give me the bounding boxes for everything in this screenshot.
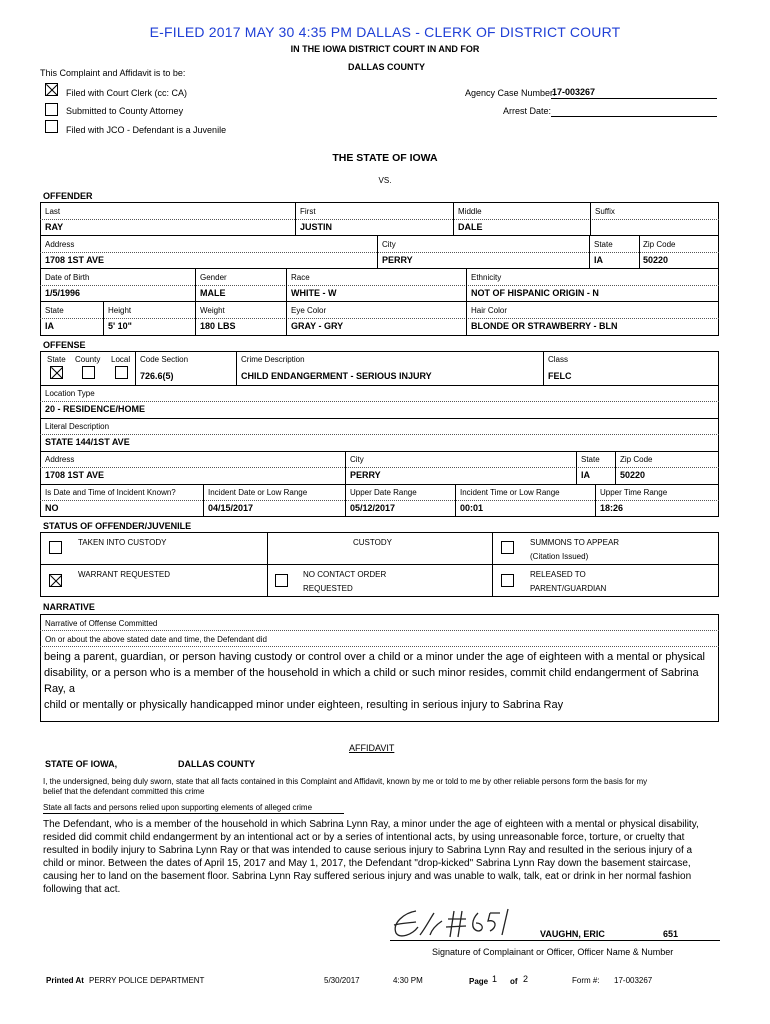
page-label: Page	[469, 977, 489, 986]
offender-first-label: First	[300, 207, 316, 216]
offense-address-label: Address	[45, 455, 75, 464]
filed-with-clerk-label: Filed with Court Clerk (cc: CA)	[66, 88, 188, 98]
narrative-line: child or mentally or physically handicapped minor under eighteen, resulting in serious injury to Sabrina Ray	[44, 699, 564, 711]
crime-description[interactable]: CHILD ENDANGERMENT - SERIOUS INJURY	[241, 371, 432, 381]
affidavit-state: STATE OF IOWA,	[45, 759, 118, 769]
facts-line: resulted in bodily injury to Sabrina Lynn Ray or that was intended to cause serious injury to Sabrina Lynn Ray and resulted in the serious injury of a	[43, 845, 693, 856]
submitted-attorney-label: Submitted to County Attorney	[66, 106, 184, 116]
taken-into-custody-label: TAKEN INTO CUSTODY	[78, 538, 167, 547]
upper-date[interactable]: 05/12/2017	[350, 503, 396, 513]
facts-text[interactable]	[43, 818, 733, 896]
printed-time: 4:30 PM	[393, 976, 423, 985]
offender-height-label: Height	[108, 306, 132, 315]
offender-hair[interactable]: BLONDE OR STRAWBERRY - BLN	[471, 321, 618, 331]
offender-dl-state[interactable]: IA	[45, 321, 54, 331]
county-heading: DALLAS COUNTY	[348, 62, 425, 72]
offense-address[interactable]: 1708 1ST AVE	[45, 470, 105, 480]
narrative-intro: On or about the above stated date and time, the Defendant did	[45, 635, 267, 644]
narrative-text[interactable]	[44, 649, 716, 713]
status-section-title: STATUS OF OFFENDER/JUVENILE	[43, 521, 192, 531]
agency-case-label: Agency Case Number:	[465, 88, 556, 98]
offender-dl-state-label: State	[45, 306, 64, 315]
facts-label: State all facts and persons relied upon supporting elements of alleged crime	[43, 803, 313, 812]
incident-known-label: Is Date and Time of Incident Known?	[45, 488, 176, 497]
warrant-requested-checkbox[interactable]	[49, 574, 62, 587]
summons-label: SUMMONS TO APPEAR	[530, 538, 620, 547]
facts-line: The Defendant, who is a member of the household in which Sabrina Lynn Ray, a minor under the age of eighteen with a mental or physical disability,	[43, 819, 699, 830]
literal-description-label: Literal Description	[45, 422, 110, 431]
offense-section-title: OFFENSE	[43, 340, 86, 350]
affidavit-county: DALLAS COUNTY	[178, 759, 255, 769]
released-to-label-2: PARENT/GUARDIAN	[530, 584, 607, 593]
offender-state[interactable]: IA	[594, 255, 603, 265]
offense-state2[interactable]: IA	[581, 470, 590, 480]
page-number: 1	[492, 974, 498, 984]
incident-date-label: Incident Date or Low Range	[208, 488, 308, 497]
filed-with-clerk-checkbox[interactable]	[45, 83, 58, 96]
offender-race[interactable]: WHITE - W	[291, 288, 337, 298]
custody-label: CUSTODY	[353, 538, 392, 547]
offender-suffix-label: Suffix	[595, 207, 615, 216]
offender-last-label: Last	[45, 207, 61, 216]
state-of-iowa-heading: THE STATE OF IOWA	[332, 152, 438, 164]
arrest-date-label: Arrest Date:	[503, 106, 552, 116]
upper-date-label: Upper Date Range	[350, 488, 417, 497]
offense-local-label: Local	[111, 355, 131, 364]
offender-address-label: Address	[45, 240, 75, 249]
incident-date[interactable]: 04/15/2017	[208, 503, 254, 513]
offense-state-label: State	[47, 355, 66, 364]
facts-line: child or minor. Between the dates of April 15, 2017 and May 1, 2017, the Defendant "drop-kicked" Sabrina Lynn Ray down the basement staircase,	[43, 858, 691, 869]
page-total: 2	[523, 974, 529, 984]
offense-city[interactable]: PERRY	[350, 470, 381, 480]
offender-middle[interactable]: DALE	[458, 222, 483, 232]
offender-dob-label: Date of Birth	[45, 273, 90, 282]
offender-ethnicity[interactable]: NOT OF HISPANIC ORIGIN - N	[471, 288, 599, 298]
offender-last[interactable]: RAY	[45, 222, 64, 232]
offender-weight-label: Weight	[200, 306, 225, 315]
form-number: 17-003267	[614, 976, 653, 985]
vs-label: VS.	[378, 176, 392, 185]
complaint-to-be-label: This Complaint and Affidavit is to be:	[40, 68, 186, 78]
offense-county-checkbox[interactable]	[82, 366, 95, 379]
class-value[interactable]: FELC	[548, 371, 572, 381]
offense-zip[interactable]: 50220	[620, 470, 646, 480]
offender-gender-label: Gender	[200, 273, 227, 282]
offense-state-checkbox[interactable]	[50, 366, 63, 379]
no-contact-order-label-2: REQUESTED	[303, 584, 353, 593]
no-contact-order-checkbox[interactable]	[275, 574, 288, 587]
class-label: Class	[548, 355, 569, 364]
offender-address[interactable]: 1708 1ST AVE	[45, 255, 105, 265]
oath-line: belief that the defendant committed this crime	[43, 787, 205, 796]
offender-middle-label: Middle	[458, 207, 482, 216]
efiled-stamp: E-FILED 2017 MAY 30 4:35 PM DALLAS - CLERK OF DISTRICT COURT	[149, 24, 621, 40]
offender-state-label: State	[594, 240, 613, 249]
offender-dob[interactable]: 1/5/1996	[45, 288, 81, 298]
offense-state2-label: State	[581, 455, 600, 464]
printed-date: 5/30/2017	[324, 976, 360, 985]
narrative-label: Narrative of Offense Committed	[45, 619, 158, 628]
released-to-guardian-checkbox[interactable]	[501, 574, 514, 587]
offense-county-label: County	[75, 355, 101, 364]
page-of-label: of	[510, 977, 518, 986]
summons-checkbox[interactable]	[501, 541, 514, 554]
offender-section-title: OFFENDER	[43, 191, 93, 201]
printed-department: PERRY POLICE DEPARTMENT	[89, 976, 205, 985]
offender-height[interactable]: 5' 10"	[108, 321, 132, 331]
submitted-attorney-checkbox[interactable]	[45, 103, 58, 116]
offender-eye-label: Eye Color	[291, 306, 327, 315]
crime-description-label: Crime Description	[241, 355, 305, 364]
upper-time-label: Upper Time Range	[600, 488, 668, 497]
officer-number: 651	[663, 929, 679, 939]
facts-line: resided did commit child endangerment by an intentional act or by a series of intentional acts, by using unreasonable force, torture, or cruelty that	[43, 832, 685, 843]
filed-jco-label: Filed with JCO - Defendant is a Juvenile	[66, 125, 227, 135]
narrative-line: disability, or a person who is a member of the household in which a child or such minor resides, commit child endangerment of Sabrina Ray, a	[44, 667, 699, 695]
officer-name: VAUGHN, ERIC	[540, 929, 605, 939]
released-to-label-1: RELEASED TO	[530, 570, 586, 579]
incident-time-label: Incident Time or Low Range	[460, 488, 560, 497]
oath-line: I, the undersigned, being duly sworn, state that all facts contained in this Complaint and Affidavit, known by me or told to me by other reliable persons form the basis for my	[43, 777, 648, 786]
officer-signature	[386, 905, 526, 945]
offender-city[interactable]: PERRY	[382, 255, 413, 265]
printed-at-label: Printed At	[46, 976, 84, 985]
code-section-label: Code Section	[140, 355, 189, 364]
offender-city-label: City	[382, 240, 396, 249]
offender-race-label: Race	[291, 273, 310, 282]
offender-gender[interactable]: MALE	[200, 288, 226, 298]
facts-line: following that act.	[43, 884, 121, 895]
affidavit-oath	[43, 777, 723, 797]
offense-zip-label: Zip Code	[620, 455, 653, 464]
citation-label: (Citation Issued)	[530, 552, 589, 561]
agency-case-number: 17-003267	[552, 87, 596, 97]
offense-local-checkbox[interactable]	[115, 366, 128, 379]
literal-description[interactable]: STATE 144/1ST AVE	[45, 437, 130, 447]
location-type[interactable]: 20 - RESIDENCE/HOME	[45, 404, 146, 414]
location-type-label: Location Type	[45, 389, 95, 398]
no-contact-order-label-1: NO CONTACT ORDER	[303, 570, 387, 579]
incident-time[interactable]: 00:01	[460, 503, 484, 513]
offender-first[interactable]: JUSTIN	[300, 222, 333, 232]
offender-weight[interactable]: 180 LBS	[200, 321, 236, 331]
upper-time[interactable]: 18:26	[600, 503, 624, 513]
offender-eye[interactable]: GRAY - GRY	[291, 321, 344, 331]
offender-ethnicity-label: Ethnicity	[471, 273, 502, 282]
facts-line: causing her to land on the basement floor. Sabrina Lynn Ray suffered serious injury and was unable to walk, talk, eat or drink in her normal fashion	[43, 871, 692, 882]
signature-caption: Signature of Complainant or Officer, Officer Name & Number	[432, 947, 674, 957]
form-number-label: Form #:	[572, 976, 600, 985]
filed-jco-checkbox[interactable]	[45, 120, 58, 133]
narrative-section-title: NARRATIVE	[43, 602, 95, 612]
code-section[interactable]: 726.6(5)	[140, 371, 174, 381]
offender-hair-label: Hair Color	[471, 306, 508, 315]
court-line: IN THE IOWA DISTRICT COURT IN AND FOR	[290, 44, 480, 54]
offense-city-label: City	[350, 455, 364, 464]
narrative-line: being a parent, guardian, or person having custody or control over a child or a minor under the age of eighteen with a mental or physical	[44, 651, 706, 663]
taken-into-custody-checkbox[interactable]	[49, 541, 62, 554]
offender-zip[interactable]: 50220	[643, 255, 669, 265]
incident-known[interactable]: NO	[45, 503, 59, 513]
affidavit-title: AFFIDAVIT	[349, 743, 395, 753]
warrant-requested-label: WARRANT REQUESTED	[78, 570, 171, 579]
offender-zip-label: Zip Code	[643, 240, 676, 249]
offender-box	[40, 202, 719, 336]
